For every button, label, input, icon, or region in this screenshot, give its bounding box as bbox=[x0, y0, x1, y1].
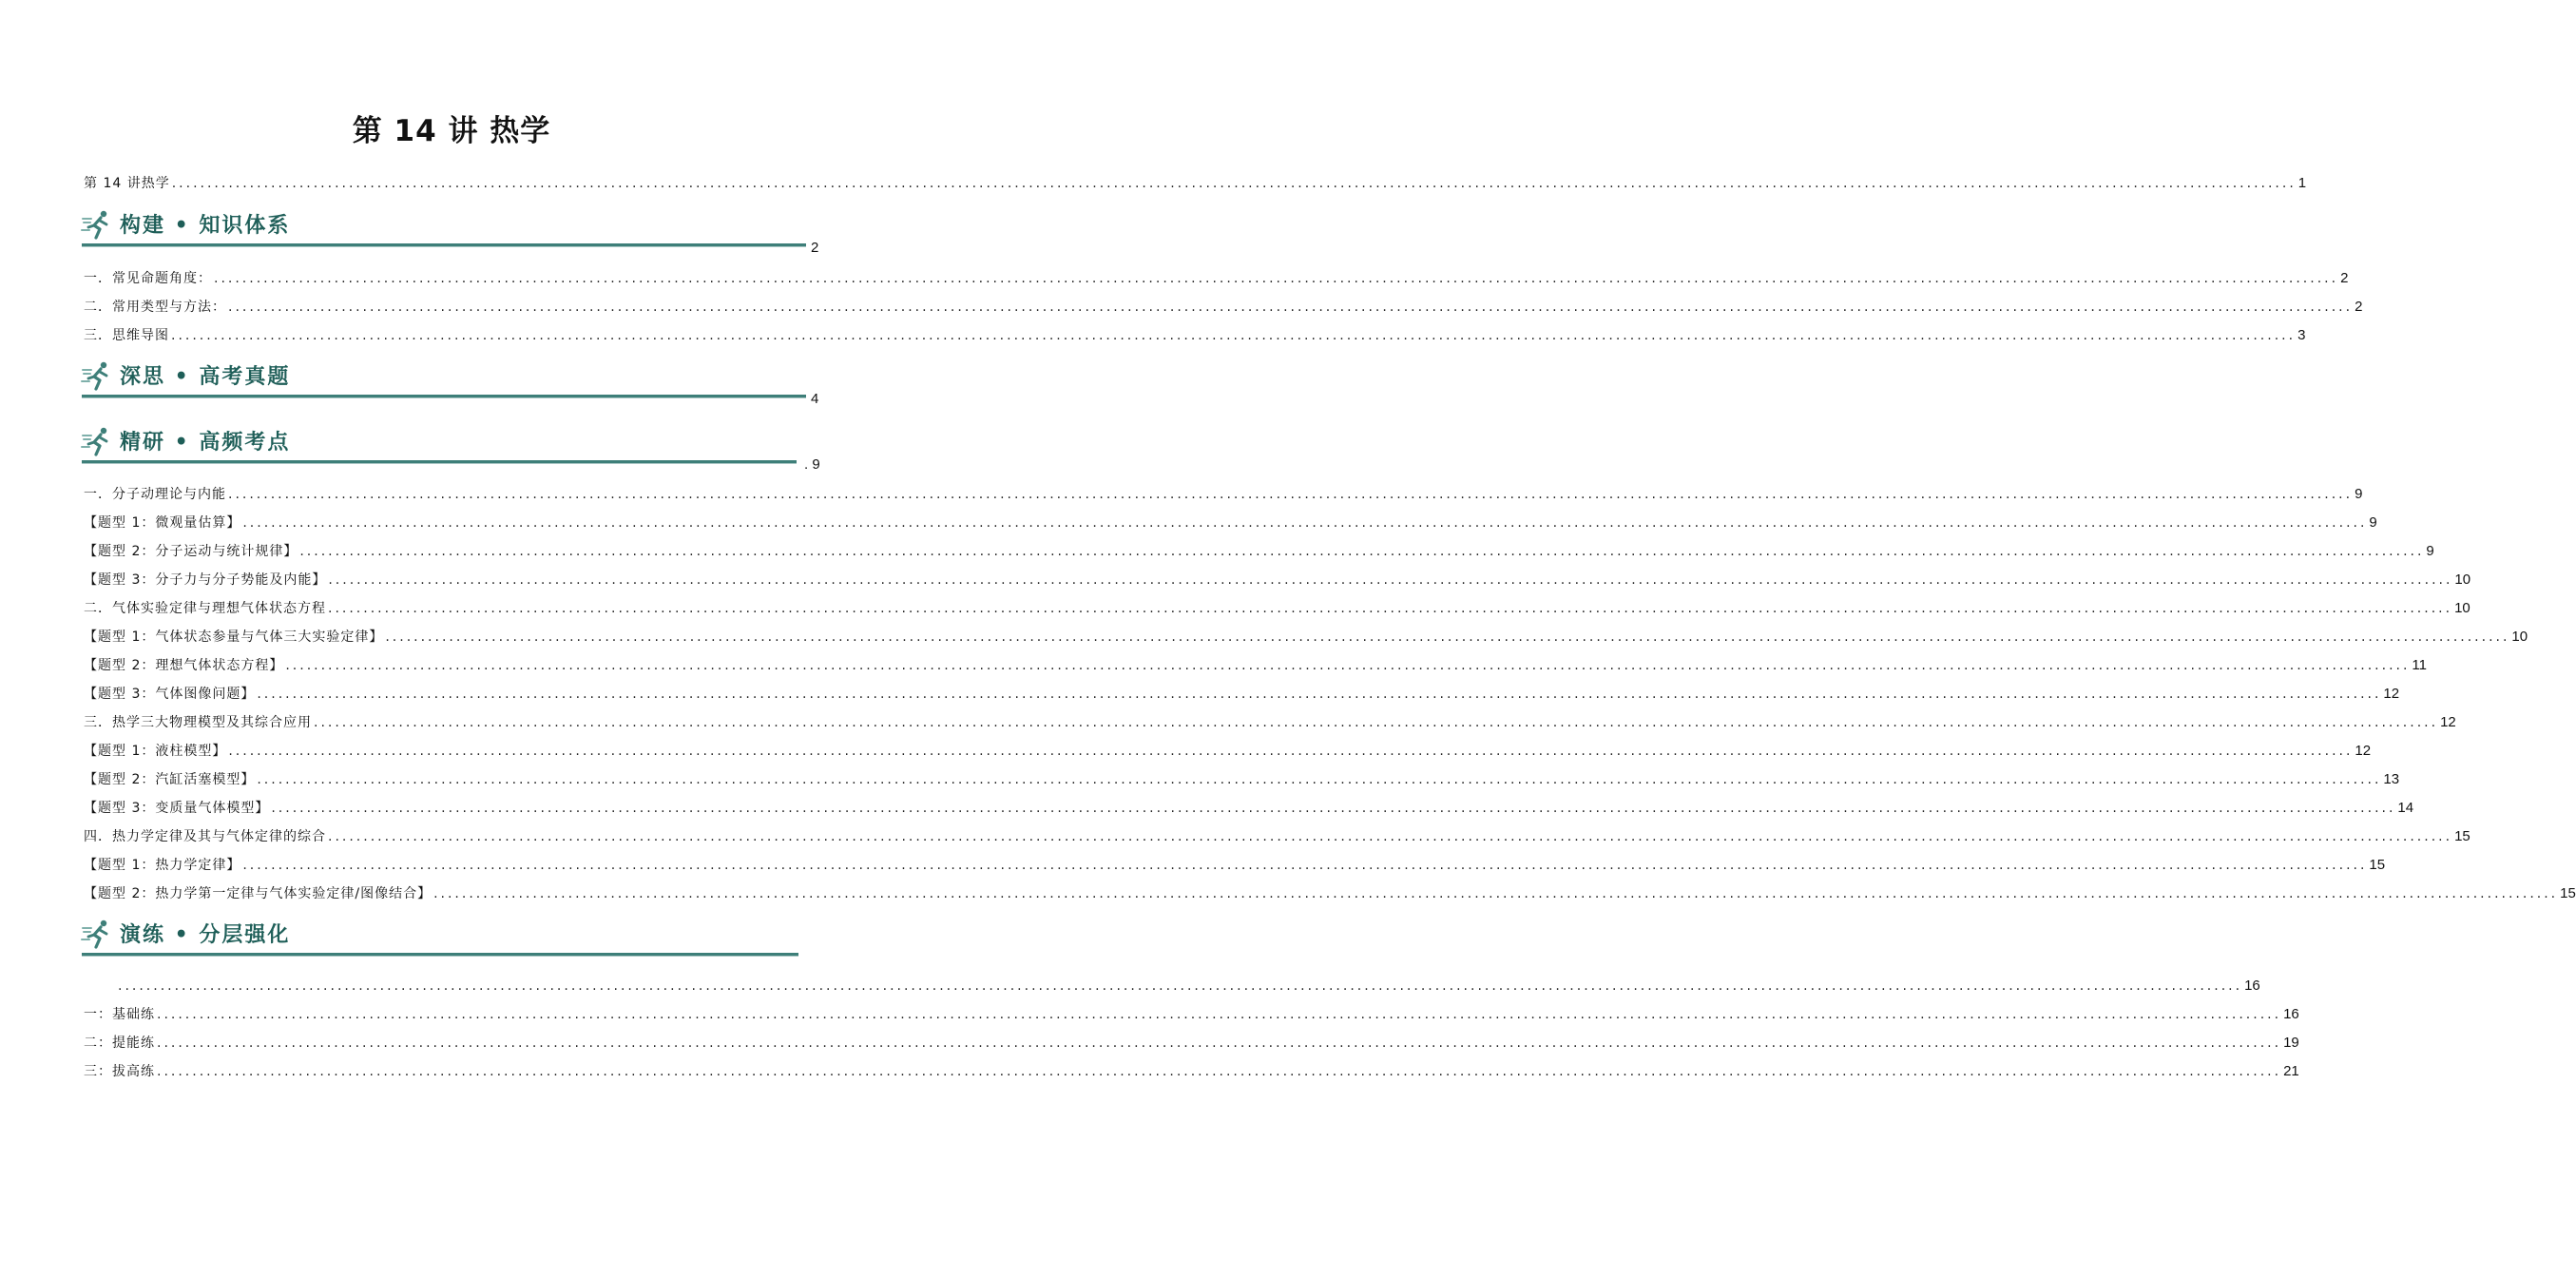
section-heading: 构建 • 知识体系 bbox=[120, 213, 291, 238]
toc-page-number: 21 bbox=[2283, 1063, 2299, 1079]
toc-entry-label: 【题型 2：热力学第一定律与气体实验定律/图像结合】 bbox=[84, 886, 433, 901]
toc-page-number: 1 bbox=[2297, 175, 2307, 191]
runner-icon bbox=[82, 209, 114, 240]
toc-entry-label: 二．常用类型与方法： bbox=[84, 300, 226, 315]
toc-page-number: 13 bbox=[2383, 771, 2400, 787]
runner-icon bbox=[82, 360, 114, 391]
section-page-number: 2 bbox=[811, 240, 819, 256]
toc-entry-label: 二：提能练 bbox=[84, 1036, 155, 1051]
toc-leader-dots: ............................................................................................................................................................................................................................................................................................................ bbox=[157, 1007, 2282, 1022]
page-title: 第 14 讲 热学 bbox=[352, 114, 551, 148]
toc-entry-label: 一：基础练 bbox=[84, 1007, 155, 1022]
toc-entry-main[interactable] bbox=[84, 171, 2307, 192]
toc-entry[interactable] bbox=[84, 767, 2400, 788]
toc-leader-dots: ............................................................................................................................................................................................................................................................................................................ bbox=[228, 744, 2354, 759]
toc-entry-label: 一．分子动理论与内能 bbox=[84, 487, 226, 502]
toc-page-number: 9 bbox=[2369, 514, 2377, 531]
section-rule bbox=[82, 460, 797, 464]
runner-icon bbox=[82, 919, 114, 949]
section-page-number bbox=[804, 456, 820, 473]
toc-page-number: 19 bbox=[2283, 1035, 2299, 1051]
toc-entry[interactable] bbox=[84, 482, 2363, 503]
toc-page-number: 12 bbox=[2440, 714, 2456, 730]
toc-entry-label: 二．气体实验定律与理想气体状态方程 bbox=[84, 601, 326, 616]
toc-entry[interactable] bbox=[84, 323, 2306, 344]
toc-leader-dots: ............................................................................................................................................................................................................................................................................................................ bbox=[271, 801, 2396, 816]
toc-leader-dots: ............................................................................................................................................................................................................................................................................................................ bbox=[285, 658, 2411, 673]
page-value: 9 bbox=[812, 456, 820, 473]
toc-page-number: 10 bbox=[2454, 571, 2471, 588]
toc-page-number: 10 bbox=[2454, 600, 2470, 616]
toc-page-number: 2 bbox=[2340, 270, 2349, 286]
toc-leader-dots: ............................................................................................................................................................................................................................................................................................................ bbox=[299, 544, 2425, 559]
toc-leader-dots: ............................................................................................................................................................................................................................................................................................................ bbox=[157, 1036, 2282, 1051]
toc-entry-label: 【题型 2：理想气体状态方程】 bbox=[84, 658, 284, 673]
section-header-study[interactable] bbox=[82, 422, 806, 464]
toc-entry-label: 【题型 1：热力学定律】 bbox=[84, 858, 241, 873]
toc-leader-dots: ............................................................................................................................................................................................................................................................................................................ bbox=[242, 515, 2368, 531]
toc-leader-dots: ............................................................................................................................................................................................................................................................................................................ bbox=[328, 829, 2453, 844]
toc-entry-label: 【题型 1：微观量估算】 bbox=[84, 515, 241, 531]
toc-page-number: 12 bbox=[2355, 743, 2372, 759]
section-page-number: 4 bbox=[811, 391, 819, 407]
toc-leader-dots: ............................................................................................................................................................................................................................................................................................................ bbox=[228, 487, 2354, 502]
toc-entry[interactable] bbox=[84, 824, 2470, 845]
runner-icon bbox=[82, 426, 114, 456]
toc-entry-label: 【题型 2：分子运动与统计规律】 bbox=[84, 544, 298, 559]
toc-entry-label: 三：拔高练 bbox=[84, 1064, 155, 1079]
toc-leader-dots: ............................................................................................................................................................................................................................................................................................................ bbox=[171, 328, 2297, 343]
section-header-build[interactable] bbox=[82, 205, 806, 247]
toc-entry[interactable] bbox=[84, 881, 2576, 902]
toc-entry[interactable] bbox=[84, 266, 2349, 287]
toc-page-number: 2 bbox=[2355, 299, 2363, 315]
toc-leader-dots: ............................................................................................................................................................................................................................................................................................................ bbox=[242, 858, 2368, 873]
toc-entry-label: 【题型 3：分子力与分子势能及内能】 bbox=[84, 572, 327, 588]
toc-entry[interactable] bbox=[84, 539, 2434, 560]
toc-entry[interactable] bbox=[84, 511, 2377, 532]
toc-entry[interactable] bbox=[84, 568, 2471, 589]
toc-page-number: 15 bbox=[2454, 828, 2470, 844]
toc-page-number: 10 bbox=[2511, 629, 2528, 645]
toc-entry-label: 【题型 3：变质量气体模型】 bbox=[84, 801, 270, 816]
toc-entry-label: 一．常见命题角度： bbox=[84, 271, 212, 286]
toc-entry[interactable] bbox=[84, 796, 2414, 817]
toc-entry-label: 三．思维导图 bbox=[84, 328, 169, 343]
toc-page-number: 15 bbox=[2560, 885, 2576, 901]
toc-leader-dots: ............................................................................................................................................................................................................................................................................................................ bbox=[171, 176, 2297, 191]
toc-entry[interactable] bbox=[84, 1059, 2299, 1080]
toc-leader-dots: ............................................................................................................................................................................................................................................................................................................ bbox=[257, 687, 2382, 702]
toc-entry[interactable] bbox=[84, 853, 2386, 874]
toc-entry[interactable] bbox=[84, 653, 2427, 674]
toc-entry[interactable] bbox=[84, 682, 2400, 703]
toc-page-number: 9 bbox=[2426, 543, 2434, 559]
toc-entry-label: 【题型 1：液柱模型】 bbox=[84, 744, 227, 759]
toc-leader-dots: ............................................................................................................................................................................................................................................................................................................ bbox=[257, 772, 2382, 787]
toc-page-number: 15 bbox=[2369, 857, 2386, 873]
toc-entry[interactable] bbox=[84, 625, 2528, 646]
toc-leader-dots: ............................................................................................................................................................................................................................................................................................................ bbox=[314, 715, 2439, 730]
section-rule bbox=[82, 395, 806, 398]
toc-entry-label: 【题型 1：气体状态参量与气体三大实验定律】 bbox=[84, 629, 384, 645]
toc-entry[interactable] bbox=[84, 1002, 2299, 1023]
section-header-practice[interactable] bbox=[82, 915, 806, 957]
toc-entry[interactable] bbox=[84, 1031, 2299, 1052]
section-rule bbox=[82, 953, 798, 957]
section-heading: 演练 • 分层强化 bbox=[120, 922, 291, 947]
section-rule bbox=[82, 243, 806, 247]
toc-leader-dots: ............................................................................................................................................................................................................................................................................................................ bbox=[385, 629, 2510, 645]
section-header-exam[interactable] bbox=[82, 357, 806, 398]
toc-entry-label: 四．热力学定律及其与气体定律的综合 bbox=[84, 829, 326, 844]
toc-leader-dots: ............................................................................................................................................................................................................................................................................................................ bbox=[328, 572, 2453, 588]
toc-leader-dots: ............................................................................................................................................................................................................................................................................................................ bbox=[228, 300, 2354, 315]
toc-page-number: 14 bbox=[2397, 800, 2414, 816]
toc-leader-dots: ............................................................................................................................................................................................................................................................................................................ bbox=[214, 271, 2339, 286]
toc-page-number: 9 bbox=[2355, 486, 2363, 502]
toc-entry-label: 【题型 3：气体图像问题】 bbox=[84, 687, 256, 702]
toc-page-number: 16 bbox=[2283, 1006, 2299, 1022]
toc-entry[interactable] bbox=[84, 739, 2372, 760]
section-heading: 精研 • 高频考点 bbox=[120, 430, 291, 455]
toc-entry[interactable] bbox=[84, 596, 2470, 617]
toc-entry-label: 第 14 讲热学 bbox=[84, 176, 170, 191]
toc-entry[interactable] bbox=[84, 295, 2363, 316]
toc-entry-label: 三．热学三大物理模型及其综合应用 bbox=[84, 715, 312, 730]
leader-dot: . bbox=[804, 456, 813, 473]
toc-page-number: 12 bbox=[2383, 686, 2400, 702]
toc-leader-dots: ............................................................................................................................................................................................................................................................................................................ bbox=[433, 886, 2559, 901]
toc-leader-dots: ............................................................................................................................................................................................................................................................................................................ bbox=[157, 1064, 2282, 1079]
toc-leader-dots: ............................................................................................................................................................................................................................................................................................................ bbox=[118, 978, 2243, 994]
toc-page-number: 16 bbox=[2244, 978, 2260, 994]
toc-entry[interactable] bbox=[84, 710, 2456, 731]
toc-entry-label: 【题型 2：汽缸活塞模型】 bbox=[84, 772, 256, 787]
toc-leader-dots: ............................................................................................................................................................................................................................................................................................................ bbox=[328, 601, 2453, 616]
toc-entry-section-page[interactable] bbox=[116, 974, 2260, 995]
toc-page-number: 11 bbox=[2412, 657, 2427, 673]
toc-page-number: 3 bbox=[2297, 327, 2306, 343]
section-heading: 深思 • 高考真题 bbox=[120, 364, 291, 389]
